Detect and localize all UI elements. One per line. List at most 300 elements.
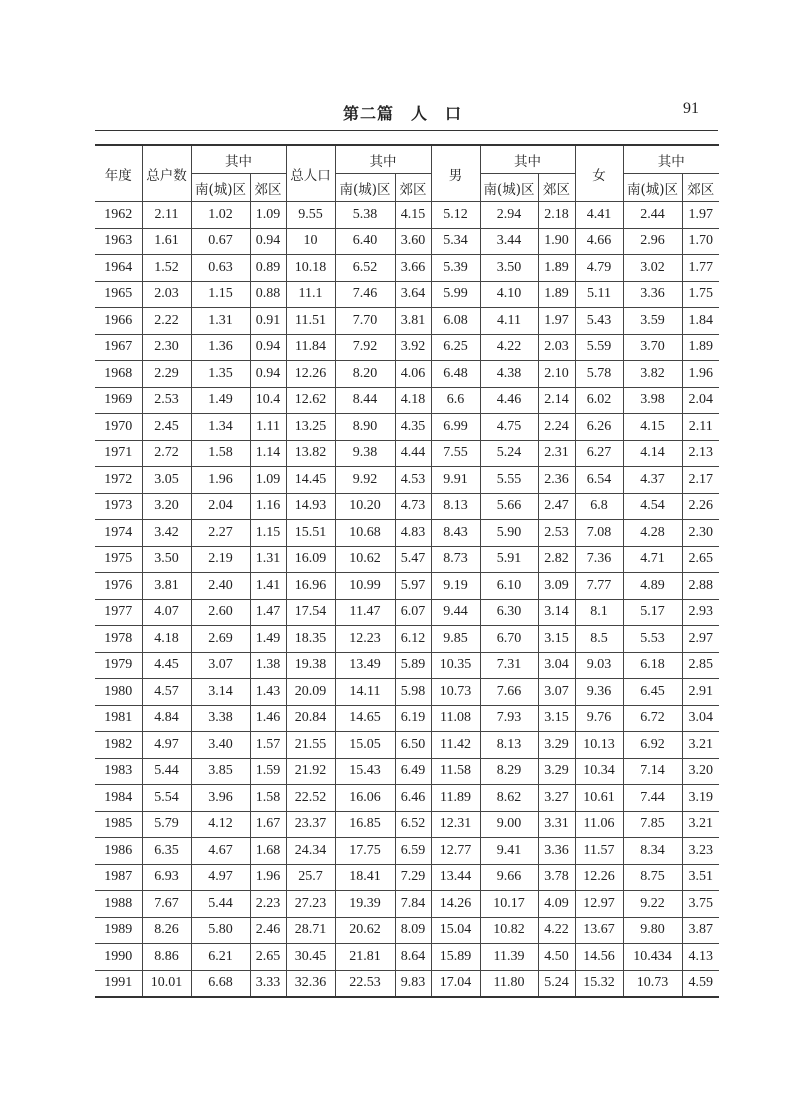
year-cell: 1971 — [95, 440, 142, 467]
value-cell: 9.92 — [335, 467, 395, 494]
year-cell: 1963 — [95, 228, 142, 255]
value-cell: 14.11 — [335, 679, 395, 706]
value-cell: 2.03 — [538, 334, 575, 361]
value-cell: 2.85 — [682, 652, 719, 679]
value-cell: 3.02 — [623, 255, 682, 282]
col-header-households-of-which: 其中 — [191, 145, 286, 174]
value-cell: 6.35 — [142, 838, 191, 865]
value-cell: 5.47 — [395, 546, 431, 573]
value-cell: 8.44 — [335, 387, 395, 414]
value-cell: 3.36 — [623, 281, 682, 308]
value-cell: 2.30 — [682, 520, 719, 547]
value-cell: 9.55 — [286, 202, 335, 229]
value-cell: 5.54 — [142, 785, 191, 812]
value-cell: 16.06 — [335, 785, 395, 812]
year-cell: 1985 — [95, 811, 142, 838]
value-cell: 6.21 — [191, 944, 250, 971]
year-cell: 1970 — [95, 414, 142, 441]
value-cell: 5.12 — [431, 202, 480, 229]
value-cell: 7.55 — [431, 440, 480, 467]
value-cell: 1.47 — [250, 599, 286, 626]
value-cell: 4.50 — [538, 944, 575, 971]
value-cell: 1.89 — [538, 255, 575, 282]
value-cell: 10.99 — [335, 573, 395, 600]
table-row — [95, 228, 719, 255]
value-cell: 11.08 — [431, 705, 480, 732]
value-cell: 7.67 — [142, 891, 191, 918]
value-cell: 14.56 — [575, 944, 623, 971]
value-cell: 7.93 — [480, 705, 538, 732]
value-cell: 7.31 — [480, 652, 538, 679]
value-cell: 4.41 — [575, 202, 623, 229]
value-cell: 6.50 — [395, 732, 431, 759]
value-cell: 32.36 — [286, 970, 335, 997]
year-cell: 1987 — [95, 864, 142, 891]
value-cell: 1.58 — [191, 440, 250, 467]
value-cell: 10.82 — [480, 917, 538, 944]
value-cell: 6.40 — [335, 228, 395, 255]
value-cell: 3.19 — [682, 785, 719, 812]
value-cell: 1.77 — [682, 255, 719, 282]
year-cell: 1975 — [95, 546, 142, 573]
value-cell: 5.98 — [395, 679, 431, 706]
table-row — [95, 334, 719, 361]
value-cell: 11.06 — [575, 811, 623, 838]
value-cell: 4.54 — [623, 493, 682, 520]
value-cell: 6.10 — [480, 573, 538, 600]
value-cell: 3.44 — [480, 228, 538, 255]
value-cell: 4.97 — [142, 732, 191, 759]
value-cell: 5.43 — [575, 308, 623, 335]
table-row — [95, 361, 719, 388]
year-cell: 1982 — [95, 732, 142, 759]
value-cell: 5.59 — [575, 334, 623, 361]
value-cell: 7.14 — [623, 758, 682, 785]
value-cell: 3.60 — [395, 228, 431, 255]
value-cell: 5.91 — [480, 546, 538, 573]
value-cell: 1.49 — [191, 387, 250, 414]
value-cell: 4.83 — [395, 520, 431, 547]
table-row — [95, 785, 719, 812]
value-cell: 15.32 — [575, 970, 623, 997]
value-cell: 3.50 — [480, 255, 538, 282]
value-cell: 30.45 — [286, 944, 335, 971]
value-cell: 8.20 — [335, 361, 395, 388]
header-rule — [95, 130, 718, 131]
col-header-suburb: 郊区 — [682, 174, 719, 202]
table-row — [95, 387, 719, 414]
value-cell: 2.14 — [538, 387, 575, 414]
value-cell: 5.80 — [191, 917, 250, 944]
value-cell: 12.77 — [431, 838, 480, 865]
value-cell: 3.04 — [682, 705, 719, 732]
value-cell: 3.27 — [538, 785, 575, 812]
value-cell: 6.27 — [575, 440, 623, 467]
value-cell: 9.85 — [431, 626, 480, 653]
table-row — [95, 679, 719, 706]
value-cell: 6.19 — [395, 705, 431, 732]
value-cell: 13.25 — [286, 414, 335, 441]
value-cell: 3.33 — [250, 970, 286, 997]
value-cell: 11.84 — [286, 334, 335, 361]
col-header-population: 总人口 — [286, 145, 335, 202]
value-cell: 0.67 — [191, 228, 250, 255]
table-row — [95, 414, 719, 441]
value-cell: 2.97 — [682, 626, 719, 653]
value-cell: 7.92 — [335, 334, 395, 361]
table-row — [95, 546, 719, 573]
value-cell: 1.57 — [250, 732, 286, 759]
table-row — [95, 308, 719, 335]
value-cell: 1.09 — [250, 467, 286, 494]
value-cell: 14.93 — [286, 493, 335, 520]
value-cell: 5.44 — [142, 758, 191, 785]
value-cell: 4.46 — [480, 387, 538, 414]
value-cell: 4.79 — [575, 255, 623, 282]
table-row — [95, 864, 719, 891]
value-cell: 12.31 — [431, 811, 480, 838]
value-cell: 3.70 — [623, 334, 682, 361]
value-cell: 1.35 — [191, 361, 250, 388]
value-cell: 15.89 — [431, 944, 480, 971]
value-cell: 28.71 — [286, 917, 335, 944]
value-cell: 2.93 — [682, 599, 719, 626]
value-cell: 2.11 — [682, 414, 719, 441]
value-cell: 3.05 — [142, 467, 191, 494]
value-cell: 0.94 — [250, 361, 286, 388]
value-cell: 6.68 — [191, 970, 250, 997]
value-cell: 1.41 — [250, 573, 286, 600]
value-cell: 12.26 — [575, 864, 623, 891]
value-cell: 3.20 — [682, 758, 719, 785]
value-cell: 2.53 — [538, 520, 575, 547]
value-cell: 7.29 — [395, 864, 431, 891]
value-cell: 2.36 — [538, 467, 575, 494]
value-cell: 2.69 — [191, 626, 250, 653]
value-cell: 3.07 — [538, 679, 575, 706]
value-cell: 10.4 — [250, 387, 286, 414]
table-row — [95, 652, 719, 679]
year-cell: 1991 — [95, 970, 142, 997]
value-cell: 25.7 — [286, 864, 335, 891]
value-cell: 5.17 — [623, 599, 682, 626]
table-row — [95, 202, 719, 229]
value-cell: 13.82 — [286, 440, 335, 467]
value-cell: 9.03 — [575, 652, 623, 679]
value-cell: 16.85 — [335, 811, 395, 838]
value-cell: 5.38 — [335, 202, 395, 229]
value-cell: 6.70 — [480, 626, 538, 653]
col-header-south: 南(城)区 — [623, 174, 682, 202]
value-cell: 3.40 — [191, 732, 250, 759]
value-cell: 5.55 — [480, 467, 538, 494]
value-cell: 4.45 — [142, 652, 191, 679]
value-cell: 3.75 — [682, 891, 719, 918]
value-cell: 6.8 — [575, 493, 623, 520]
value-cell: 5.90 — [480, 520, 538, 547]
value-cell: 1.11 — [250, 414, 286, 441]
value-cell: 9.91 — [431, 467, 480, 494]
value-cell: 12.26 — [286, 361, 335, 388]
col-header-south: 南(城)区 — [480, 174, 538, 202]
table-row — [95, 732, 719, 759]
value-cell: 10.73 — [431, 679, 480, 706]
year-cell: 1974 — [95, 520, 142, 547]
value-cell: 7.44 — [623, 785, 682, 812]
value-cell: 6.52 — [395, 811, 431, 838]
value-cell: 9.22 — [623, 891, 682, 918]
value-cell: 21.92 — [286, 758, 335, 785]
value-cell: 4.89 — [623, 573, 682, 600]
year-cell: 1986 — [95, 838, 142, 865]
value-cell: 11.42 — [431, 732, 480, 759]
value-cell: 2.29 — [142, 361, 191, 388]
value-cell: 15.51 — [286, 520, 335, 547]
value-cell: 8.26 — [142, 917, 191, 944]
value-cell: 9.36 — [575, 679, 623, 706]
value-cell: 17.54 — [286, 599, 335, 626]
col-header-female: 女 — [575, 145, 623, 202]
value-cell: 6.59 — [395, 838, 431, 865]
value-cell: 6.30 — [480, 599, 538, 626]
value-cell: 2.26 — [682, 493, 719, 520]
value-cell: 10.18 — [286, 255, 335, 282]
value-cell: 6.12 — [395, 626, 431, 653]
value-cell: 6.18 — [623, 652, 682, 679]
value-cell: 1.75 — [682, 281, 719, 308]
value-cell: 17.75 — [335, 838, 395, 865]
value-cell: 4.09 — [538, 891, 575, 918]
value-cell: 2.88 — [682, 573, 719, 600]
value-cell: 4.73 — [395, 493, 431, 520]
value-cell: 4.37 — [623, 467, 682, 494]
value-cell: 6.49 — [395, 758, 431, 785]
col-header-south: 南(城)区 — [191, 174, 250, 202]
value-cell: 8.75 — [623, 864, 682, 891]
value-cell: 10 — [286, 228, 335, 255]
value-cell: 11.47 — [335, 599, 395, 626]
population-table — [95, 144, 719, 998]
value-cell: 11.39 — [480, 944, 538, 971]
value-cell: 1.02 — [191, 202, 250, 229]
value-cell: 11.80 — [480, 970, 538, 997]
value-cell: 6.02 — [575, 387, 623, 414]
value-cell: 2.46 — [250, 917, 286, 944]
value-cell: 3.38 — [191, 705, 250, 732]
value-cell: 3.21 — [682, 732, 719, 759]
value-cell: 2.30 — [142, 334, 191, 361]
value-cell: 4.15 — [395, 202, 431, 229]
value-cell: 5.97 — [395, 573, 431, 600]
value-cell: 1.15 — [250, 520, 286, 547]
value-cell: 12.23 — [335, 626, 395, 653]
value-cell: 14.26 — [431, 891, 480, 918]
value-cell: 2.60 — [191, 599, 250, 626]
value-cell: 9.80 — [623, 917, 682, 944]
table-row — [95, 599, 719, 626]
year-cell: 1989 — [95, 917, 142, 944]
value-cell: 3.81 — [395, 308, 431, 335]
value-cell: 4.07 — [142, 599, 191, 626]
value-cell: 5.24 — [538, 970, 575, 997]
value-cell: 4.14 — [623, 440, 682, 467]
col-header-male: 男 — [431, 145, 480, 202]
value-cell: 2.27 — [191, 520, 250, 547]
value-cell: 3.36 — [538, 838, 575, 865]
value-cell: 5.89 — [395, 652, 431, 679]
value-cell: 2.03 — [142, 281, 191, 308]
value-cell: 9.00 — [480, 811, 538, 838]
value-cell: 17.04 — [431, 970, 480, 997]
table-row — [95, 520, 719, 547]
value-cell: 12.97 — [575, 891, 623, 918]
col-header-south: 南(城)区 — [335, 174, 395, 202]
value-cell: 6.92 — [623, 732, 682, 759]
col-header-suburb: 郊区 — [538, 174, 575, 202]
value-cell: 8.34 — [623, 838, 682, 865]
year-cell: 1988 — [95, 891, 142, 918]
value-cell: 11.89 — [431, 785, 480, 812]
value-cell: 1.34 — [191, 414, 250, 441]
value-cell: 3.14 — [191, 679, 250, 706]
value-cell: 5.39 — [431, 255, 480, 282]
value-cell: 4.84 — [142, 705, 191, 732]
value-cell: 22.52 — [286, 785, 335, 812]
col-header-suburb: 郊区 — [395, 174, 431, 202]
value-cell: 3.59 — [623, 308, 682, 335]
value-cell: 1.90 — [538, 228, 575, 255]
value-cell: 10.35 — [431, 652, 480, 679]
value-cell: 1.52 — [142, 255, 191, 282]
value-cell: 19.38 — [286, 652, 335, 679]
value-cell: 1.09 — [250, 202, 286, 229]
table-row — [95, 838, 719, 865]
table-row — [95, 255, 719, 282]
value-cell: 3.96 — [191, 785, 250, 812]
value-cell: 0.89 — [250, 255, 286, 282]
value-cell: 2.65 — [682, 546, 719, 573]
table-row — [95, 467, 719, 494]
value-cell: 5.11 — [575, 281, 623, 308]
year-cell: 1964 — [95, 255, 142, 282]
value-cell: 3.09 — [538, 573, 575, 600]
value-cell: 9.19 — [431, 573, 480, 600]
value-cell: 8.62 — [480, 785, 538, 812]
value-cell: 2.17 — [682, 467, 719, 494]
value-cell: 10.61 — [575, 785, 623, 812]
value-cell: 1.89 — [682, 334, 719, 361]
value-cell: 9.38 — [335, 440, 395, 467]
year-cell: 1973 — [95, 493, 142, 520]
value-cell: 14.45 — [286, 467, 335, 494]
value-cell: 18.41 — [335, 864, 395, 891]
value-cell: 2.23 — [250, 891, 286, 918]
value-cell: 24.34 — [286, 838, 335, 865]
value-cell: 15.04 — [431, 917, 480, 944]
value-cell: 3.15 — [538, 705, 575, 732]
value-cell: 6.46 — [395, 785, 431, 812]
value-cell: 3.31 — [538, 811, 575, 838]
value-cell: 22.53 — [335, 970, 395, 997]
value-cell: 3.42 — [142, 520, 191, 547]
value-cell: 8.86 — [142, 944, 191, 971]
col-header-male-of-which: 其中 — [480, 145, 575, 174]
value-cell: 6.08 — [431, 308, 480, 335]
table-row — [95, 944, 719, 971]
value-cell: 2.04 — [191, 493, 250, 520]
value-cell: 2.96 — [623, 228, 682, 255]
value-cell: 0.91 — [250, 308, 286, 335]
value-cell: 10.434 — [623, 944, 682, 971]
running-header-title: 第二篇 人 口 — [342, 104, 462, 123]
value-cell: 9.83 — [395, 970, 431, 997]
value-cell: 1.70 — [682, 228, 719, 255]
year-cell: 1969 — [95, 387, 142, 414]
year-cell: 1965 — [95, 281, 142, 308]
value-cell: 1.68 — [250, 838, 286, 865]
value-cell: 5.78 — [575, 361, 623, 388]
value-cell: 3.29 — [538, 732, 575, 759]
value-cell: 8.29 — [480, 758, 538, 785]
value-cell: 1.14 — [250, 440, 286, 467]
year-cell: 1984 — [95, 785, 142, 812]
value-cell: 5.53 — [623, 626, 682, 653]
value-cell: 3.21 — [682, 811, 719, 838]
value-cell: 4.35 — [395, 414, 431, 441]
value-cell: 4.57 — [142, 679, 191, 706]
value-cell: 2.53 — [142, 387, 191, 414]
value-cell: 4.59 — [682, 970, 719, 997]
value-cell: 9.44 — [431, 599, 480, 626]
value-cell: 3.15 — [538, 626, 575, 653]
table-row — [95, 626, 719, 653]
value-cell: 1.61 — [142, 228, 191, 255]
value-cell: 4.12 — [191, 811, 250, 838]
value-cell: 0.63 — [191, 255, 250, 282]
value-cell: 8.90 — [335, 414, 395, 441]
table-row — [95, 970, 719, 997]
value-cell: 11.1 — [286, 281, 335, 308]
value-cell: 4.18 — [395, 387, 431, 414]
value-cell: 4.28 — [623, 520, 682, 547]
value-cell: 3.51 — [682, 864, 719, 891]
year-cell: 1972 — [95, 467, 142, 494]
year-cell: 1968 — [95, 361, 142, 388]
value-cell: 1.96 — [191, 467, 250, 494]
page-number: 91 — [683, 100, 699, 117]
value-cell: 3.92 — [395, 334, 431, 361]
year-cell: 1976 — [95, 573, 142, 600]
value-cell: 1.96 — [682, 361, 719, 388]
value-cell: 3.20 — [142, 493, 191, 520]
value-cell: 1.16 — [250, 493, 286, 520]
value-cell: 8.13 — [480, 732, 538, 759]
value-cell: 1.49 — [250, 626, 286, 653]
value-cell: 13.67 — [575, 917, 623, 944]
value-cell: 8.09 — [395, 917, 431, 944]
value-cell: 4.75 — [480, 414, 538, 441]
value-cell: 3.98 — [623, 387, 682, 414]
value-cell: 4.22 — [480, 334, 538, 361]
value-cell: 7.46 — [335, 281, 395, 308]
value-cell: 13.49 — [335, 652, 395, 679]
col-header-population-of-which: 其中 — [335, 145, 431, 174]
value-cell: 1.96 — [250, 864, 286, 891]
value-cell: 9.41 — [480, 838, 538, 865]
value-cell: 2.18 — [538, 202, 575, 229]
table-row — [95, 891, 719, 918]
value-cell: 1.97 — [682, 202, 719, 229]
